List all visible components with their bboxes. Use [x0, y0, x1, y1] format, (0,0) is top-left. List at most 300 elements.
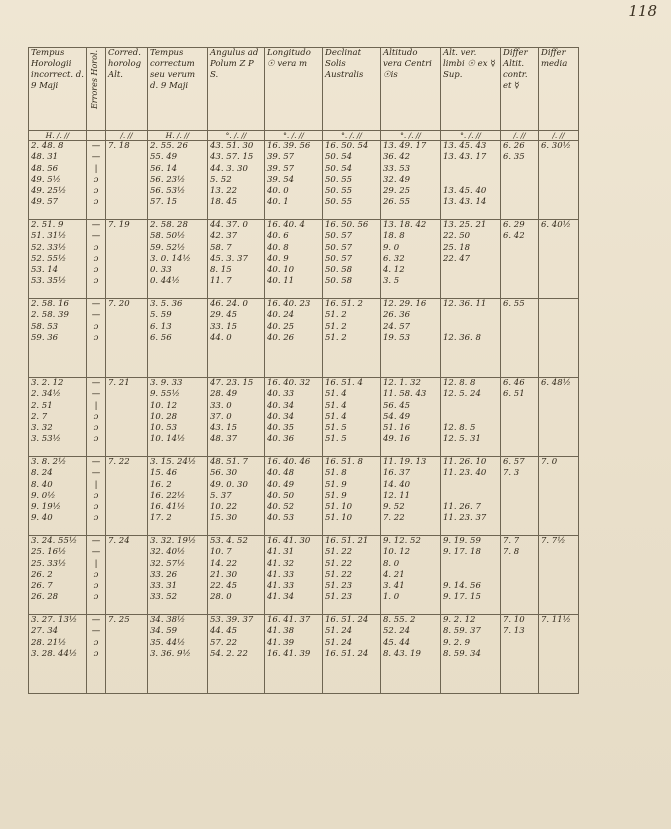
cell-line: 50. 55 [325, 174, 353, 185]
longitude-cell [265, 141, 323, 220]
header-errors [87, 48, 106, 131]
cell-line: 40. 24 [267, 310, 295, 321]
cell-line: 49. 16 [383, 434, 411, 445]
cell-line: 43. 57. 15 [210, 152, 254, 163]
cell-line: 11. 26. 10 [443, 457, 487, 467]
cell-line: 54. 49 [383, 411, 411, 422]
cell-line: 49. 0. 30 [210, 479, 248, 490]
cell-line: 32. 49 [383, 174, 411, 185]
unit-cell: °. /. // [208, 131, 265, 141]
altitude-superior-cell [441, 536, 501, 615]
cell-line: ɔ [93, 637, 99, 648]
cell-line: — [91, 626, 101, 637]
difference-cell [501, 536, 539, 615]
cell-line: 6. 29 [503, 220, 525, 230]
cell-line: ɔ [93, 186, 99, 197]
cell-line: 2. 7 [31, 411, 48, 422]
cell-line: 26. 55 [383, 197, 411, 208]
cell-line: 12. 1. 32 [383, 378, 421, 388]
altitude-cell [381, 299, 441, 378]
header-correction: Corred. horolog Alt. [106, 48, 148, 131]
cell-line: 51. 2 [325, 321, 347, 332]
cell-line: 12. 5. 31 [443, 434, 481, 445]
cell-line: 8. 24 [31, 468, 53, 479]
cell-line: 13. 43. 17 [443, 152, 487, 163]
cell-line: 39. 57 [267, 163, 295, 174]
cell-line: 5. 59 [150, 310, 172, 321]
error-mark-cell [87, 299, 106, 378]
cell-line: 49. 57 [31, 197, 59, 208]
cell-line: — [91, 299, 101, 309]
correction-cell [106, 536, 148, 615]
cell-line: 6. 26 [503, 141, 525, 151]
cell-line: 51. 9 [325, 490, 347, 501]
cell-line: 50. 58 [325, 265, 353, 276]
cell-line: 3. 32. 19½ [150, 536, 197, 546]
cell-line: 57. 22 [210, 637, 238, 648]
cell-line: 3. 53½ [31, 434, 61, 445]
cell-line: 56. 23½ [150, 174, 186, 185]
cell-line: 3. 32 [31, 423, 53, 434]
declination-cell [323, 536, 381, 615]
cell-line: 40. 48 [267, 468, 295, 479]
units-row [29, 131, 579, 141]
cell-line: 12. 8. 8 [443, 378, 476, 388]
cell-line: 41. 33 [267, 581, 295, 592]
correction-cell [106, 378, 148, 457]
cell-line: 40. 10 [267, 265, 295, 276]
cell-line: 13. 45. 43 [443, 141, 487, 151]
cell-line: 51. 8 [325, 468, 347, 479]
cell-line [443, 412, 498, 423]
cell-line: 40. 35 [267, 423, 295, 434]
cell-line: 7. 0 [541, 457, 558, 467]
error-mark-cell [87, 378, 106, 457]
cell-line: 16. 41½ [150, 502, 186, 513]
cell-line [443, 175, 498, 186]
cell-line: 39. 57 [267, 152, 295, 163]
cell-line: 16. 51. 2 [325, 299, 363, 309]
cell-line: 9. 0 [383, 242, 400, 253]
cell-line: 9. 2. 9 [443, 637, 471, 648]
cell-line: 16. 40. 32 [267, 378, 311, 388]
longitude-cell [265, 378, 323, 457]
header-difference: Differ Altit. contr. et ☿ [501, 48, 539, 131]
cell-line: 25. 33½ [31, 558, 67, 569]
cell-line: 41. 32 [267, 558, 295, 569]
cell-line: — [91, 547, 101, 558]
cell-line: 21. 30 [210, 569, 238, 580]
header-true-time: Tempus correctum seu verum d. 9 Maji [148, 48, 208, 131]
cell-line: 35. 44½ [150, 637, 186, 648]
cell-line: 2. 58. 16 [31, 299, 69, 309]
cell-line: — [91, 141, 101, 151]
cell-line: 16. 50. 56 [325, 220, 369, 230]
cell-line: 48. 56 [31, 163, 59, 174]
cell-line: 13. 45. 40 [443, 186, 487, 197]
observation-block [29, 615, 579, 694]
time-cell [29, 378, 87, 457]
cell-line: 9. 19. 59 [443, 536, 481, 546]
cell-line: 7. 8 [503, 547, 520, 558]
cell-line: 50. 54 [325, 152, 353, 163]
cell-line [443, 265, 498, 276]
cell-line: 6. 46 [503, 378, 525, 388]
altitude-superior-cell [441, 615, 501, 694]
header-mean-difference: Differ media [539, 48, 579, 131]
cell-line: ɔ [93, 592, 99, 603]
correction-cell [106, 220, 148, 299]
cell-line: 40. 0 [267, 186, 289, 197]
cell-line: 16. 51. 8 [325, 457, 363, 467]
error-mark-cell [87, 536, 106, 615]
cell-line: 7. 13 [503, 626, 525, 637]
cell-line: 28. 21½ [31, 637, 67, 648]
cell-line: 19. 53 [383, 332, 411, 343]
cell-line: 3. 2. 12 [31, 378, 64, 388]
cell-line: 40. 1 [267, 197, 289, 208]
cell-line: 3. 36. 9½ [150, 648, 191, 659]
cell-line: | [94, 400, 98, 411]
error-mark-cell [87, 615, 106, 694]
cell-line: 8. 59. 34 [443, 648, 481, 659]
true-time-cell [148, 220, 208, 299]
cell-line: ɔ [93, 490, 99, 501]
cell-line: ɔ [93, 423, 99, 434]
cell-line: 3. 5 [383, 276, 400, 287]
unit-cell: H. /. // [148, 131, 208, 141]
cell-line: 16. 50. 54 [325, 141, 369, 151]
cell-line: 40. 50 [267, 490, 295, 501]
header-altitude: Altitudo vera Centri ☉is [381, 48, 441, 131]
cell-line: 32. 40½ [150, 547, 186, 558]
difference-cell [501, 615, 539, 694]
correction-cell [106, 299, 148, 378]
cell-line: 6. 48½ [541, 378, 571, 388]
cell-line: 53. 39. 37 [210, 615, 254, 625]
header-longitude: Longitudo ☉ vera m [265, 48, 323, 131]
error-mark-cell [87, 457, 106, 536]
cell-line: 9. 52 [383, 502, 405, 513]
cell-line: 22. 47 [443, 253, 471, 264]
cell-line: 50. 57 [325, 253, 353, 264]
polar-angle-cell [208, 457, 265, 536]
cell-line: 10. 22 [210, 502, 238, 513]
cell-line: ɔ [93, 434, 99, 445]
cell-line: 41. 31 [267, 547, 295, 558]
cell-line: 10. 53 [150, 423, 178, 434]
cell-line: 16. 37 [383, 468, 411, 479]
cell-line: 50. 55 [325, 186, 353, 197]
unit-cell: °. /. // [265, 131, 323, 141]
cell-line: 9. 19½ [31, 502, 61, 513]
cell-line [541, 299, 576, 310]
header-declination: Declinat Solis Australis [323, 48, 381, 131]
cell-line: ɔ [93, 174, 99, 185]
cell-line: 51. 5 [325, 434, 347, 445]
unit-cell: /. // [501, 131, 539, 141]
cell-line: 26. 7 [31, 581, 53, 592]
true-time-cell [148, 536, 208, 615]
cell-line: 48. 37 [210, 434, 238, 445]
cell-line: 40. 26 [267, 332, 295, 343]
declination-cell [323, 220, 381, 299]
error-mark-cell [87, 220, 106, 299]
cell-line: 8. 40 [31, 479, 53, 490]
cell-line: 11. 58. 43 [383, 389, 427, 400]
cell-line: 3. 41 [383, 581, 405, 592]
cell-line: 51. 2 [325, 310, 347, 321]
cell-line: 14. 40 [383, 479, 411, 490]
cell-line: 9. 55½ [150, 389, 180, 400]
cell-line: 16. 51. 4 [325, 378, 363, 388]
true-time-cell [148, 141, 208, 220]
altitude-cell [381, 536, 441, 615]
cell-line: 51. 10 [325, 513, 353, 524]
cell-line: 59. 52½ [150, 242, 186, 253]
cell-line: ɔ [93, 321, 99, 332]
cell-line: 16. 40. 23 [267, 299, 311, 309]
cell-line: 49. 25½ [31, 186, 67, 197]
cell-line: 58. 53 [31, 321, 59, 332]
cell-line: 56. 53½ [150, 186, 186, 197]
cell-line: 5. 37 [210, 490, 232, 501]
longitude-cell [265, 299, 323, 378]
cell-line: 6. 30½ [541, 141, 571, 151]
cell-line: 46. 24. 0 [210, 299, 248, 309]
cell-line: 56. 45 [383, 400, 411, 411]
altitude-cell [381, 220, 441, 299]
cell-line [443, 401, 498, 412]
cell-line: 55. 49 [150, 152, 178, 163]
cell-line: 34. 59 [150, 626, 178, 637]
correction-cell [106, 457, 148, 536]
cell-line: — [91, 310, 101, 321]
cell-line: 7. 21 [108, 378, 130, 388]
cell-line: 16. 51. 21 [325, 536, 369, 546]
cell-line: 53. 14 [31, 265, 59, 276]
cell-line: 6. 57 [503, 457, 525, 467]
altitude-superior-cell [441, 299, 501, 378]
cell-line: 10. 14½ [150, 434, 186, 445]
cell-line: 4. 12 [383, 265, 405, 276]
cell-line: 13. 49. 17 [383, 141, 427, 151]
cell-line: 3. 15. 24½ [150, 457, 197, 467]
cell-line: 22. 45 [210, 581, 238, 592]
difference-cell [501, 141, 539, 220]
true-time-cell [148, 615, 208, 694]
cell-line: 40. 49 [267, 479, 295, 490]
cell-line: ɔ [93, 581, 99, 592]
cell-line: 32. 57½ [150, 558, 186, 569]
cell-line: 3. 5. 36 [150, 299, 183, 309]
cell-line: 9. 0½ [31, 490, 56, 501]
cell-line: 15. 30 [210, 513, 238, 524]
cell-line: 45. 3. 37 [210, 253, 248, 264]
cell-line [443, 570, 498, 581]
cell-line: 12. 29. 16 [383, 299, 427, 309]
cell-line: 4. 21 [383, 569, 405, 580]
cell-line: 9. 40 [31, 513, 53, 524]
mean-difference-cell [539, 536, 579, 615]
cell-line: 6. 40½ [541, 220, 571, 230]
cell-line: — [91, 220, 101, 230]
cell-line: 51. 5 [325, 423, 347, 434]
cell-line: 12. 36. 8 [443, 332, 481, 343]
cell-line: 13. 43. 14 [443, 197, 487, 208]
cell-line: ɔ [93, 332, 99, 343]
cell-line: — [91, 152, 101, 163]
cell-line: 48. 51. 7 [210, 457, 248, 467]
cell-line: 51. 31½ [31, 231, 67, 242]
cell-line: 6. 51 [503, 389, 525, 400]
cell-line: 45. 44 [383, 637, 411, 648]
polar-angle-cell [208, 299, 265, 378]
cell-line: ɔ [93, 253, 99, 264]
cell-line: 2. 48. 8 [31, 141, 64, 151]
cell-line: 56. 14 [150, 163, 178, 174]
cell-line: 7. 3 [503, 468, 520, 479]
cell-line: 51. 2 [325, 332, 347, 343]
cell-line: 29. 45 [210, 310, 238, 321]
cell-line: 34. 38½ [150, 615, 186, 625]
cell-line: 7. 22 [108, 457, 130, 467]
cell-line: 16. 41. 37 [267, 615, 311, 625]
cell-line: 9. 2. 12 [443, 615, 476, 625]
unit-cell: /. // [539, 131, 579, 141]
cell-line: 41. 33 [267, 569, 295, 580]
cell-line: 50. 57 [325, 242, 353, 253]
cell-line: — [91, 468, 101, 479]
observation-block [29, 536, 579, 615]
cell-line: 16. 51. 24 [325, 615, 369, 625]
observation-block [29, 299, 579, 378]
cell-line: 17. 2 [150, 513, 172, 524]
cell-line: 39. 54 [267, 174, 295, 185]
cell-line: 12. 5. 24 [443, 389, 481, 400]
cell-line [443, 491, 498, 502]
difference-cell [501, 457, 539, 536]
cell-line [443, 164, 498, 175]
cell-line: 57. 15 [150, 197, 178, 208]
cell-line: 22. 50 [443, 231, 471, 242]
cell-line: 16. 40. 46 [267, 457, 311, 467]
cell-line: 9. 17. 15 [443, 592, 481, 603]
header-errors-label: Errores Horol. [90, 50, 99, 110]
cell-line: 5. 52 [210, 174, 232, 185]
cell-line: 2. 58. 28 [150, 220, 188, 230]
cell-line: ɔ [93, 502, 99, 513]
cell-line: 51. 24 [325, 626, 353, 637]
polar-angle-cell [208, 615, 265, 694]
time-cell [29, 457, 87, 536]
cell-line: 7. 7½ [541, 536, 566, 546]
cell-line: 51. 4 [325, 400, 347, 411]
cell-line: 10. 12 [150, 400, 178, 411]
cell-line: 7. 18 [108, 141, 130, 151]
cell-line: 40. 8 [267, 242, 289, 253]
cell-line: 40. 25 [267, 321, 295, 332]
cell-line: 44. 3. 30 [210, 163, 248, 174]
unit-cell: °. /. // [323, 131, 381, 141]
cell-line: 2. 51 [31, 400, 53, 411]
declination-cell [323, 457, 381, 536]
longitude-cell [265, 536, 323, 615]
unit-cell: °. /. // [441, 131, 501, 141]
cell-line: 6. 32 [383, 253, 405, 264]
polar-angle-cell [208, 378, 265, 457]
cell-line: 16. 39. 56 [267, 141, 311, 151]
cell-line: 16. 40. 4 [267, 220, 305, 230]
cell-line: — [91, 457, 101, 467]
cell-line [443, 559, 498, 570]
polar-angle-cell [208, 141, 265, 220]
cell-line: 24. 57 [383, 321, 411, 332]
declination-cell [323, 615, 381, 694]
cell-line: 7. 11½ [541, 615, 571, 625]
cell-line: ɔ [93, 276, 99, 287]
observation-block [29, 457, 579, 536]
cell-line: 52. 24 [383, 626, 411, 637]
cell-line: 51. 9 [325, 479, 347, 490]
cell-line: 40. 11 [267, 276, 295, 287]
cell-line: 10. 7 [210, 547, 232, 558]
cell-line: 47. 23. 15 [210, 378, 254, 388]
cell-line: 41. 39 [267, 637, 295, 648]
cell-line: 13. 25. 21 [443, 220, 487, 230]
cell-line: 6. 55 [503, 299, 525, 309]
cell-line: 51. 22 [325, 547, 353, 558]
cell-line: 33. 52 [150, 592, 178, 603]
cell-line: 9. 12. 52 [383, 536, 421, 546]
unit-cell [87, 131, 106, 141]
cell-line: 51. 22 [325, 558, 353, 569]
cell-line: 33. 26 [150, 569, 178, 580]
cell-line: 16. 41. 39 [267, 648, 311, 659]
time-cell [29, 141, 87, 220]
cell-line: ɔ [93, 513, 99, 524]
time-cell [29, 220, 87, 299]
cell-line: 7. 10 [503, 615, 525, 625]
cell-line: 11. 19. 13 [383, 457, 427, 467]
cell-line: 51. 24 [325, 637, 353, 648]
observation-block [29, 378, 579, 457]
declination-cell [323, 378, 381, 457]
cell-line: 40. 6 [267, 231, 289, 242]
cell-line: 40. 36 [267, 434, 295, 445]
cell-line: 9. 17. 18 [443, 547, 481, 558]
altitude-superior-cell [441, 457, 501, 536]
cell-line: 52. 55½ [31, 253, 67, 264]
cell-line: 3. 8. 2½ [31, 457, 67, 467]
altitude-superior-cell [441, 378, 501, 457]
cell-line: 7. 20 [108, 299, 130, 309]
cell-line: 27. 34 [31, 626, 59, 637]
cell-line: 11. 26. 7 [443, 502, 481, 513]
unit-cell: H. /. // [29, 131, 87, 141]
cell-line: 2. 58. 39 [31, 310, 69, 321]
cell-line: 1. 0 [383, 592, 400, 603]
cell-line: 44. 45 [210, 626, 238, 637]
cell-line: 8. 59. 37 [443, 626, 481, 637]
cell-line: 40. 52 [267, 502, 295, 513]
cell-line: 3. 28. 44½ [31, 648, 78, 659]
observation-table [28, 47, 579, 694]
cell-line: 8. 0 [383, 558, 400, 569]
cell-line: 43. 15 [210, 423, 238, 434]
cell-line: 2. 51. 9 [31, 220, 64, 230]
altitude-cell [381, 615, 441, 694]
